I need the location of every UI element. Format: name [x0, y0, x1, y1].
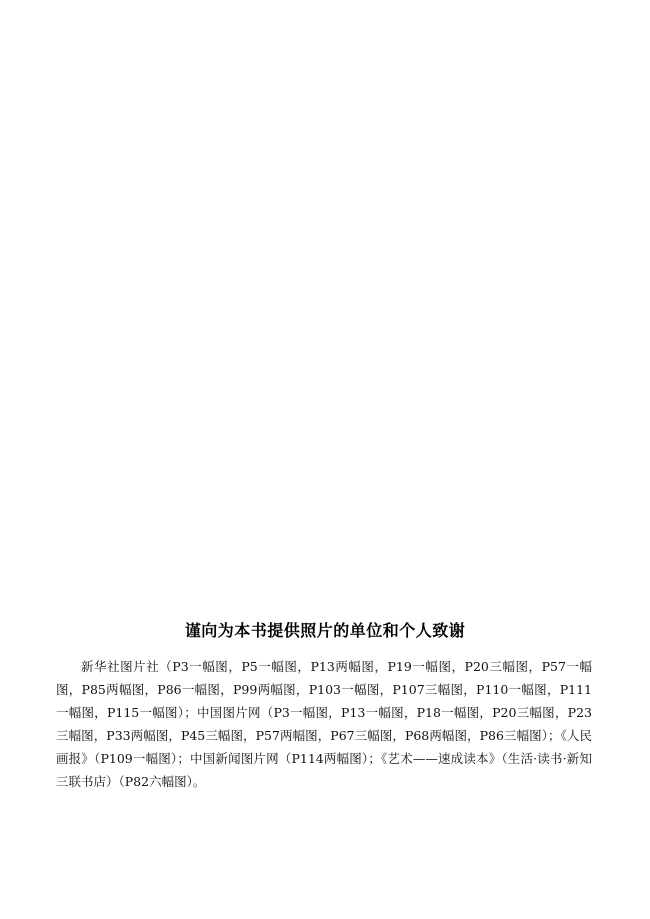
acknowledgment-paragraph: 新华社图片社（P3一幅图，P5一幅图，P13两幅图，P19一幅图，P20三幅图，P57一幅图，P85两幅图，P86一幅图，P99两幅图，P103一幅图，P107三幅图，P110一幅图，P111一幅图，P115一幅图）；中国图片网（P3一幅图，P13一幅图，P18一幅图，P20三幅图，P23三幅图，P33两幅图，P45三幅图，P57两幅图，P67三幅图，P68两幅图，P86三幅图）；《人民画报》（P109一幅图）；中国新闻图片网（P114两幅图）；《艺术——速成读本》（生活·读书·新知三联书店）（P82六幅图）。 [56, 659, 592, 789]
page-title: 谨向为本书提供照片的单位和个人致谢 [184, 620, 466, 640]
